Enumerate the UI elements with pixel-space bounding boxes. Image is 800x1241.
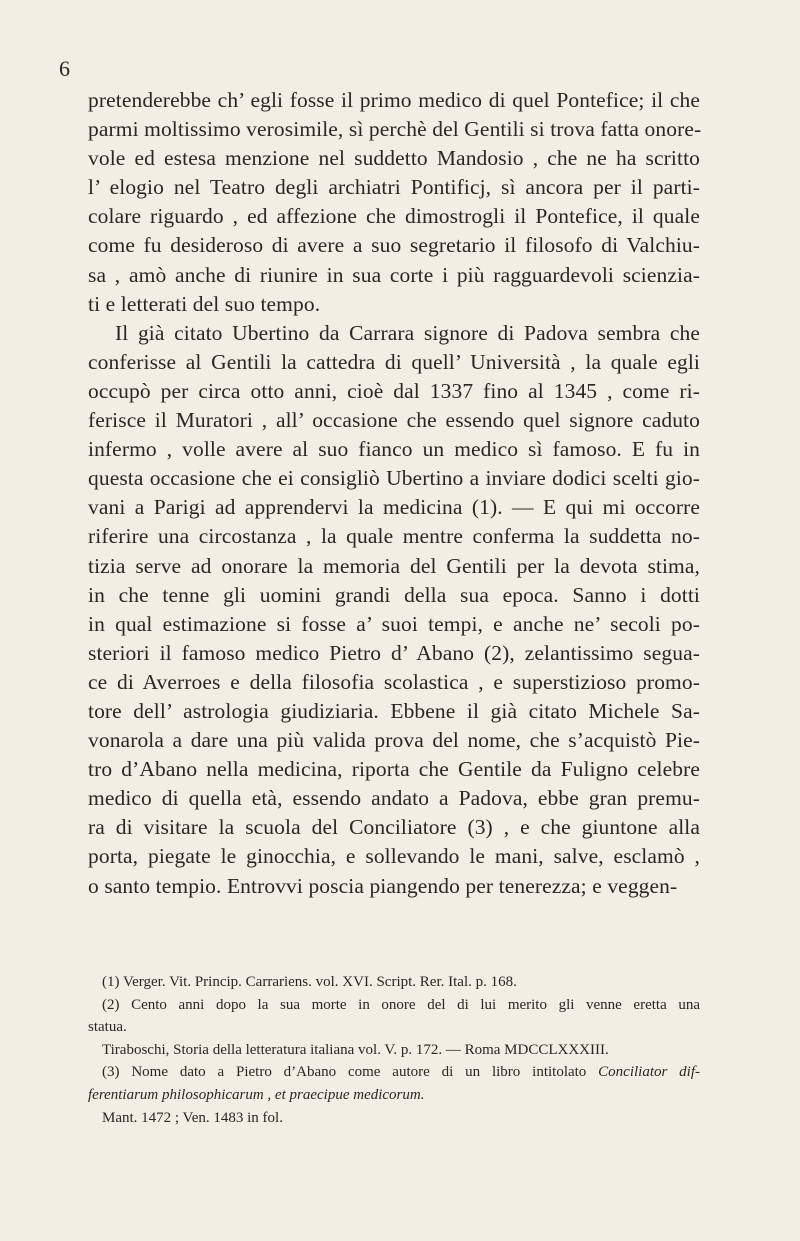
footnote-line [88, 1039, 700, 1062]
footnote-text: Tiraboschi, Storia della letteratura italiana vol. V. p. 172. — Roma MDCCLXXXIII. [102, 1041, 609, 1058]
footnote-text: Mant. 1472 ; Ven. 1483 in fol. [102, 1109, 283, 1126]
text-line: ra di visitare la scuola del Conciliatore (3) , e che giuntone alla [88, 815, 700, 840]
footnote-italic-text: Conciliator dif- [586, 1064, 700, 1081]
footnote-text: (2) Cento anni dopo la sua morte in onore del di lui merito gli venne eretta una [102, 996, 700, 1013]
text-line: porta, piegate le ginocchia, e sollevando le mani, salve, esclamò , [88, 844, 700, 869]
text-line: riferire una circostanza , la quale mentre conferma la suddetta no- [88, 524, 700, 549]
main-text [88, 86, 700, 901]
footnote-text: (1) Verger. Vit. Princip. Carrariens. vol. XVI. Script. Rer. Ital. p. 168. [102, 974, 517, 990]
footnotes [88, 971, 700, 1129]
text-line: infermo , volle avere al suo fianco un medico sì famoso. E fu in [88, 437, 700, 462]
footnote-italic-text: ferentiarum philosophicarum , et praecipue medicorum. [88, 1086, 425, 1103]
footnote-line [88, 994, 700, 1017]
text-line: pretenderebbe ch’ egli fosse il primo medico di quel Pontefice; il che [88, 88, 700, 112]
text-line: questa occasione che ei consigliò Ubertino a inviare dodici scelti gio- [88, 466, 700, 491]
footnote-text: (3) Nome dato a Pietro d’Abano come autore di un libro intitolato [102, 1064, 587, 1081]
text-line: colare riguardo , ed affezione che dimostrogli il Pontefice, il quale [88, 204, 700, 229]
text-line: come fu desideroso di avere a suo segretario il filosofo di Valchiu- [88, 233, 700, 258]
text-line: ce di Averroes e della filosofia scolastica , e superstizioso promo- [88, 669, 700, 694]
text-line: steriori il famoso medico Pietro d’ Abano (2), zelantissimo segua- [88, 640, 700, 665]
text-line: parmi moltissimo verosimile, sì perchè del Gentili si trova fatta onore- [88, 117, 702, 142]
footnote-line [88, 1084, 700, 1107]
footnote-line [88, 971, 700, 994]
footnote-line [88, 1016, 700, 1039]
footnote-line [88, 1061, 700, 1084]
text-line: ti e letterati del suo tempo. [88, 291, 321, 316]
text-line: occupò per circa otto anni, cioè dal 1337 fino al 1345 , come ri- [88, 378, 700, 403]
text-line: sa , amò anche di riunire in sua corte i più ragguardevoli scienzia- [88, 262, 700, 287]
text-line: medico di quella età, essendo andato a Padova, ebbe gran premu- [88, 786, 700, 811]
text-line: tro d’Abano nella medicina, riporta che Gentile da Fuligno celebre [88, 757, 700, 782]
footnote-text: statua. [88, 1019, 127, 1036]
page-number: 6 [59, 56, 70, 81]
text-line: in che tenne gli uomini grandi della sua epoca. Sanno i dotti [88, 582, 700, 607]
text-line: vani a Parigi ad apprendervi la medicina (1). — E qui mi occorre [88, 495, 700, 520]
text-line: o santo tempio. Entrovvi poscia piangendo per tenerezza; e veggen- [88, 873, 678, 898]
text-line: vole ed estesa menzione nel suddetto Mandosio , che ne ha scritto [88, 146, 700, 171]
footnote-line [88, 1107, 700, 1130]
text-line: tizia serve ad onorare la memoria del Gentili per la devota stima, [88, 553, 700, 578]
text-line: l’ elogio nel Teatro degli archiatri Pontificj, sì ancora per il parti- [88, 175, 700, 200]
text-line: conferisse al Gentili la cattedra di quell’ Università , la quale egli [88, 349, 700, 374]
text-line: ferisce il Muratori , all’ occasione che essendo quel signore caduto [88, 408, 700, 433]
text-line: vonarola a dare una più valida prova del nome, che s’acquistò Pie- [88, 728, 700, 753]
text-line: Il già citato Ubertino da Carrara signore di Padova sembra che [115, 320, 700, 345]
text-line: in qual estimazione si fosse a’ suoi tempi, e anche ne’ secoli po- [88, 611, 700, 636]
text-line: tore dell’ astrologia giudiziaria. Ebbene il già citato Michele Sa- [88, 698, 700, 723]
